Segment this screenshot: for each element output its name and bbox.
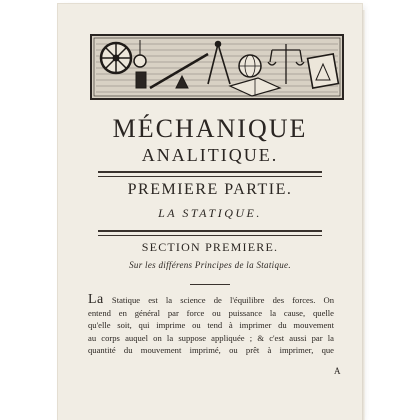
section-subtitle: Sur les différens Principes de la Statique.: [129, 260, 291, 270]
title-line-1: MÉCHANIQUE: [112, 114, 308, 143]
body-line: entend en général par force ou puissance la cause, quelle: [88, 307, 334, 318]
double-rule-top-thin: [98, 176, 322, 177]
engraved-headpiece-vignette: [90, 34, 344, 100]
double-rule-middle: [98, 230, 322, 232]
body-line: qu'elle soit, qui imprime ou tend à imprimer du mouvement: [88, 320, 334, 331]
framed-diagram-icon: [308, 54, 339, 88]
body-line: [88, 294, 334, 307]
body-line: au corps auquel on la suppose appliquée ; & c'est aussi par la: [88, 332, 334, 343]
body-paragraph: [88, 294, 334, 357]
book-page: [58, 4, 362, 420]
short-divider: [190, 284, 230, 285]
part-heading: PREMIERE PARTIE.: [127, 181, 293, 198]
globe-icon: [239, 55, 261, 77]
title-line-2: ANALITIQUE.: [141, 145, 279, 165]
double-rule-top: [98, 171, 322, 173]
double-rule-middle-thin: [98, 235, 322, 236]
drop-cap: La: [88, 292, 104, 307]
wheel-icon: [101, 43, 131, 73]
body-line: quantité du mouvement imprimé, ou prêt à imprimer, que: [88, 345, 334, 356]
part-subtitle: LA STATIQUE.: [158, 206, 262, 220]
section-heading: SECTION PREMIERE.: [141, 240, 279, 254]
body-line-text: Statique est la science de l'équilibre des forces. On: [103, 295, 334, 305]
signature-mark: A: [334, 366, 341, 376]
